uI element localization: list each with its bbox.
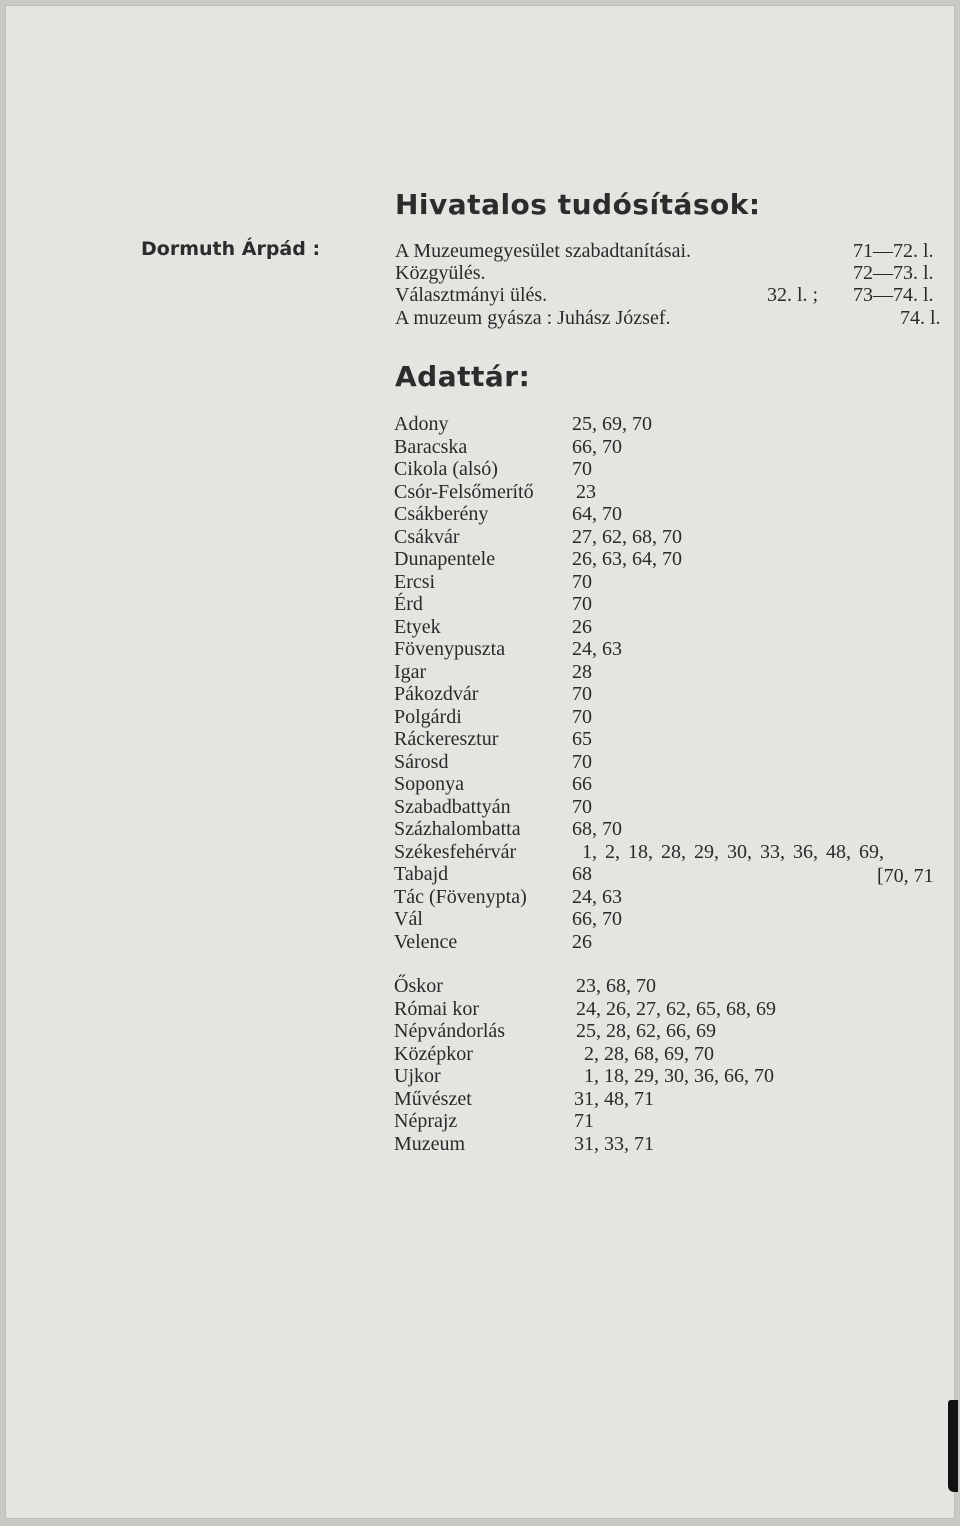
report-entry [395, 307, 670, 329]
place-pages: 70 [572, 750, 592, 773]
report-entry [395, 284, 547, 306]
place-name: Pákozdvár [394, 683, 479, 705]
place-name: Cikola (alsó) [394, 458, 498, 480]
place-name: Ráckeresztur [394, 728, 499, 750]
place-pages: 66, 70 [572, 908, 622, 930]
report-title: A Muzeumegyesület szabadtanításai. [395, 240, 692, 262]
period-pages: 31, 33, 71 [574, 1132, 654, 1155]
place-name: Csór-Felsőmerítő [394, 480, 534, 503]
place-name: Tác (Fövenypta) [394, 885, 527, 908]
report-extra-pages: 32. l. ; [767, 284, 819, 306]
place-name: Adony [394, 413, 449, 435]
report-title: Közgyülés. [395, 262, 486, 284]
period-name: Római kor [394, 997, 479, 1020]
edge-ink-mark [948, 1400, 958, 1492]
period-pages: 24, 26, 27, 62, 65, 68, 69 [576, 997, 776, 1020]
period-pages: 31, 48, 71 [574, 1087, 654, 1110]
place-pages: 24, 63 [572, 638, 622, 660]
place-pages: 24, 63 [572, 885, 622, 908]
place-pages: 70 [572, 683, 592, 705]
place-pages: 70 [572, 593, 592, 615]
place-pages: 26, 63, 64, 70 [572, 548, 682, 570]
report-entry [395, 240, 691, 262]
period-name: Ujkor [394, 1065, 441, 1087]
report-pages: 74. l. [900, 307, 941, 329]
period-name: Középkor [394, 1042, 473, 1065]
period-pages: 2, 28, 68, 69, 70 [584, 1042, 714, 1065]
place-name: Vál [394, 908, 423, 930]
place-name: Tabajd [394, 863, 449, 885]
period-pages: 25, 28, 62, 66, 69 [576, 1020, 716, 1042]
place-pages: 28 [572, 660, 592, 683]
period-pages: 23, 68, 70 [576, 975, 656, 997]
place-pages: 64, 70 [572, 503, 622, 525]
place-pages: 70 [572, 795, 592, 818]
period-name: Népvándorlás [394, 1020, 506, 1042]
period-name: Művészet [394, 1087, 472, 1110]
place-pages: 68, 70 [572, 818, 622, 840]
place-name: Polgárdi [394, 705, 462, 728]
place-name: Etyek [394, 615, 441, 638]
place-name: Csákvár [394, 525, 460, 548]
place-pages: 26 [572, 930, 592, 953]
place-pages: 70 [572, 458, 592, 480]
place-name: Velence [394, 930, 458, 953]
place-name: Csákberény [394, 503, 489, 525]
place-pages: 23 [576, 480, 596, 503]
place-name: Sárosd [394, 750, 449, 773]
data-heading: Adattár: [395, 360, 531, 393]
place-pages: 66 [572, 773, 592, 795]
place-name: Ercsi [394, 570, 436, 593]
place-name: Baracska [394, 435, 468, 458]
place-name: Érd [394, 593, 423, 615]
report-title: Választmányi ülés. [395, 284, 548, 306]
place-pages: 65 [572, 728, 592, 750]
place-name: Igar [394, 660, 427, 683]
report-pages: 73—74. l. [853, 284, 934, 306]
place-pages: 70 [572, 570, 592, 593]
place-pages: 1, 2, 18, 28, 29, 30, 33, 36, 48, 69, [582, 840, 884, 863]
period-pages: 1, 18, 29, 30, 36, 66, 70 [584, 1065, 774, 1087]
place-name: Dunapentele [394, 548, 496, 570]
report-pages: 72—73. l. [853, 262, 934, 284]
report-pages: 71—72. l. [853, 240, 934, 262]
place-name: Százhalombatta [394, 818, 521, 840]
author-name: Dormuth Árpád : [141, 238, 321, 260]
place-name: Soponya [394, 773, 464, 795]
period-name: Muzeum [394, 1132, 466, 1155]
page-sheet [6, 6, 954, 1518]
place-pages: 25, 69, 70 [572, 413, 652, 435]
period-name: Őskor [394, 975, 443, 997]
place-pages: 70 [572, 705, 592, 728]
place-name: Fövenypuszta [394, 638, 506, 660]
report-title: A muzeum gyásza : Juhász József. [395, 307, 671, 329]
place-name: Szabadbattyán [394, 795, 511, 818]
place-name: Székesfehérvár [394, 840, 517, 863]
reports-heading: Hivatalos tudósítások: [395, 188, 761, 221]
place-pages: 26 [572, 615, 592, 638]
pages-continuation: [70, 71 [877, 865, 934, 887]
place-pages: 68 [572, 863, 592, 885]
place-pages: 27, 62, 68, 70 [572, 525, 682, 548]
period-name: Néprajz [394, 1110, 458, 1132]
place-pages: 66, 70 [572, 435, 622, 458]
period-pages: 71 [574, 1110, 594, 1132]
report-entry [395, 262, 486, 284]
